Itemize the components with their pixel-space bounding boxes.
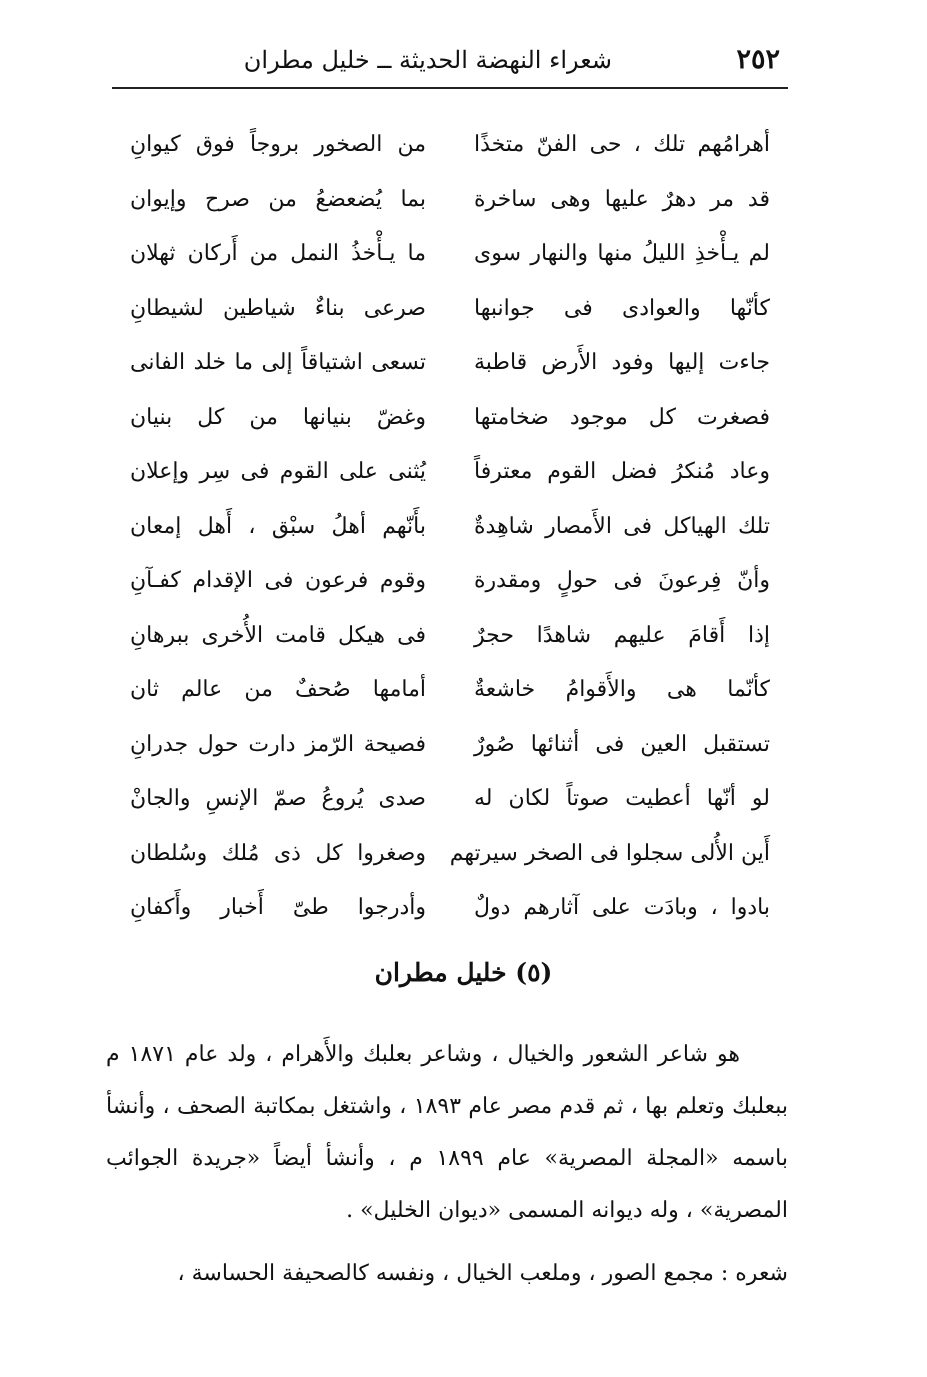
- poem-verse: [130, 121, 770, 176]
- second-hemistich: تسعى اشتياقاً إلى ما خلد الفانى: [130, 350, 426, 375]
- second-hemistich: بما يُضعضعُ من صرح وإيوان: [130, 186, 426, 212]
- first-hemistich: أهرامُهم تلك ، حى الفنّ متخذًا: [474, 132, 770, 157]
- first-hemistich: كأنّها والعوادى فى جوانبها: [474, 295, 770, 321]
- poem-verse: [130, 176, 770, 231]
- second-hemistich: وقوم فرعون فى الإقدام كفـآنِ: [130, 568, 426, 593]
- first-hemistich: تلك الهياكل فى الأَمصار شاهِدةٌ: [474, 513, 770, 539]
- poem-verse: [130, 448, 770, 503]
- first-hemistich: لم يـأْخذِ الليلُ منها والنهار سوى: [474, 241, 770, 266]
- poem: [130, 121, 770, 939]
- second-hemistich: يُثنى على القوم فى سِر وإعلان: [130, 459, 426, 484]
- poem-verse: [130, 503, 770, 558]
- first-hemistich: جاءت إليها وفود الأَرض قاطبة: [474, 350, 770, 375]
- first-hemistich: بادوا ، وبادَت على آثارهم دولٌ: [474, 895, 770, 920]
- first-hemistich: قد مر دهرٌ عليها وهى ساخرة: [474, 186, 770, 212]
- second-hemistich: وغضّ بنيانها من كل بنيان: [130, 404, 426, 430]
- first-hemistich: إذا أَقامَ عليهم شاهدًا حجرٌ: [474, 622, 770, 648]
- poem-verse: [130, 775, 770, 830]
- first-hemistich: تستقبل العين فى أثنائها صُورٌ: [474, 731, 770, 757]
- header-rule: [112, 87, 788, 89]
- second-hemistich: بأَنّهم أهلُ سبْق ، أَهل إمعان: [130, 513, 426, 539]
- poem-verse: [130, 612, 770, 667]
- poem-verse: [130, 285, 770, 340]
- second-hemistich: أمامها صُحفٌ من عالم ثان: [130, 677, 426, 702]
- poem-verse: [130, 394, 770, 449]
- second-hemistich: صرعى بناءٌ شياطين لشيطانِ: [130, 295, 426, 321]
- first-hemistich: أَين الأُلى سجلوا فى الصخر سيرتهم: [449, 840, 770, 866]
- poem-verse: [130, 230, 770, 285]
- running-head: [112, 40, 780, 80]
- poem-verse: [130, 884, 770, 939]
- poem-verse: [130, 721, 770, 776]
- second-hemistich: وأدرجوا طىّ أَخبار وأَكفانِ: [130, 895, 426, 920]
- second-hemistich: فصيحة الرّمز دارت حول جدرانِ: [130, 731, 426, 757]
- poem-verse: [130, 339, 770, 394]
- first-hemistich: وأنّ فِرعونَ فى حولٍ ومقدرة: [474, 568, 770, 593]
- poem-verse: [130, 557, 770, 612]
- poem-verse: [130, 830, 770, 885]
- first-hemistich: وعاد مُنكرُ فضل القوم معترفاً: [474, 459, 770, 484]
- first-hemistich: فصغرت كل موجود ضخامتها: [474, 404, 770, 430]
- running-title: شعراء النهضة الحديثة ــ خليل مطران: [243, 46, 612, 74]
- second-hemistich: صدى يُروعُ صمّ الإنسِ والجانْ: [130, 786, 426, 811]
- first-hemistich: كأنّما هى والأَقوامُ خاشعةٌ: [474, 677, 770, 702]
- second-hemistich: ما يـأْخذُ النمل من أَركان ثهلان: [130, 241, 426, 266]
- second-hemistich: وصغروا كل ذى مُلك وسُلطان: [130, 840, 426, 866]
- second-hemistich: فى هيكل قامت الأُخرى ببرهانِ: [130, 622, 426, 648]
- biography-paragraph: هو شاعر الشعور والخيال ، وشاعر بعلبك والأَهرام ، ولد عام ١٨٧١ م ببعلبك وتعلم بها ، ثم قدم مصر عام ١٨٩٣ ، واشتغل بمكاتبة الصحف ، وأنشأ باسمه «المجلة المصرية» عام ١٨٩٩ م ، وأنشأ أيضاً «جريدة الجوائب المصرية» ، وله ديوانه المسمى «ديوان الخليل» .: [106, 1042, 788, 1223]
- poem-verse: [130, 666, 770, 721]
- page-number: ٢٥٢: [736, 44, 780, 75]
- section-heading: (٥) خليل مطران: [374, 958, 553, 987]
- poetry-paragraph: شعره : مجمع الصور ، وملعب الخيال ، ونفسه كالصحيفة الحساسة ،: [177, 1261, 788, 1286]
- second-hemistich: من الصخور بروجاً فوق كيوانِ: [130, 132, 426, 157]
- first-hemistich: لو أنّها أعطيت صوتاً لكان له: [474, 786, 770, 811]
